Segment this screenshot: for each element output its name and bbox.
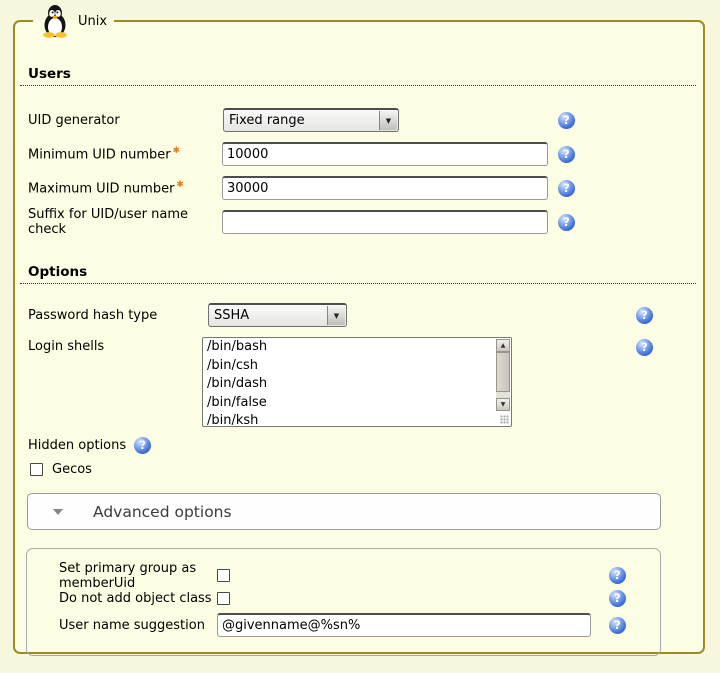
uid-generator-row (28, 108, 690, 132)
user-name-suggestion-row (59, 612, 660, 638)
help-icon[interactable]: ? (609, 590, 626, 607)
dropdown-arrow-icon[interactable]: ▼ (327, 306, 345, 325)
advanced-options-panel (26, 548, 661, 656)
list-item[interactable]: /bin/ksh (207, 413, 259, 427)
list-item[interactable]: /bin/dash (207, 376, 268, 391)
help-icon[interactable]: ? (134, 437, 151, 454)
min-uid-row (28, 142, 690, 166)
gecos-label: Gecos (52, 461, 92, 477)
scroll-up-icon[interactable]: ▲ (496, 339, 510, 352)
help-icon[interactable]: ? (636, 307, 653, 324)
member-uid-label: Set primary group as memberUid (59, 560, 197, 591)
suffix-input[interactable] (222, 210, 548, 234)
help-icon[interactable]: ? (558, 180, 575, 197)
password-hash-label: Password hash type (28, 307, 158, 323)
hidden-options-label: Hidden options (28, 438, 127, 453)
no-object-class-checkbox[interactable] (217, 592, 230, 605)
legend-title: Unix (78, 13, 108, 29)
suffix-label: Suffix for UID/user name check (28, 207, 188, 237)
uid-generator-label: UID generator (28, 112, 120, 128)
no-object-class-row (59, 587, 660, 610)
uid-generator-value: Fixed range (229, 113, 305, 128)
member-uid-checkbox[interactable] (217, 569, 230, 582)
advanced-options-title: Advanced options (93, 502, 232, 521)
unix-fieldset (13, 4, 705, 654)
advanced-options-header[interactable] (27, 493, 661, 530)
help-icon[interactable]: ? (609, 617, 626, 634)
help-icon[interactable]: ? (609, 567, 626, 584)
required-marker: ✱ (172, 145, 181, 156)
gecos-checkbox[interactable] (30, 463, 43, 476)
password-hash-select[interactable] (208, 303, 347, 327)
max-uid-label: Maximum UID number ✱ (28, 179, 184, 197)
gecos-row (30, 461, 690, 477)
list-item[interactable]: /bin/csh (207, 357, 259, 373)
no-object-class-label: Do not add object class (59, 591, 212, 606)
min-uid-input[interactable] (222, 142, 548, 166)
user-name-suggestion-input[interactable] (217, 613, 591, 637)
user-name-suggestion-label: User name suggestion (59, 617, 205, 633)
password-hash-row (28, 303, 690, 327)
login-shells-label: Login shells (28, 339, 105, 354)
min-uid-label: Minimum UID number ✱ (28, 145, 181, 163)
scrollbar-thumb[interactable] (496, 352, 510, 392)
suffix-row (28, 207, 690, 237)
required-marker: ✱ (176, 179, 184, 190)
uid-generator-select[interactable] (223, 108, 399, 132)
list-item[interactable]: /bin/false (207, 394, 267, 410)
list-item[interactable]: /bin/bash (207, 339, 268, 354)
help-icon[interactable]: ? (558, 146, 575, 163)
scrollbar[interactable] (496, 339, 510, 411)
resize-grip[interactable] (500, 415, 509, 424)
section-header-options: Options (20, 264, 696, 284)
help-icon[interactable]: ? (558, 214, 575, 231)
hidden-options-row (28, 437, 690, 454)
unix-legend (33, 4, 114, 38)
section-header-users: Users (20, 66, 696, 86)
member-uid-row (59, 560, 660, 591)
max-uid-input[interactable] (222, 176, 548, 200)
login-shells-listbox[interactable] (202, 337, 512, 427)
help-icon[interactable]: ? (558, 112, 575, 129)
tux-penguin-icon (40, 4, 70, 38)
help-icon[interactable]: ? (636, 339, 653, 356)
scroll-down-icon[interactable]: ▼ (496, 398, 510, 411)
password-hash-value: SSHA (214, 308, 250, 323)
max-uid-row (28, 176, 690, 200)
login-shells-row (28, 337, 690, 427)
dropdown-arrow-icon[interactable]: ▼ (379, 111, 397, 130)
chevron-down-icon (53, 509, 63, 515)
